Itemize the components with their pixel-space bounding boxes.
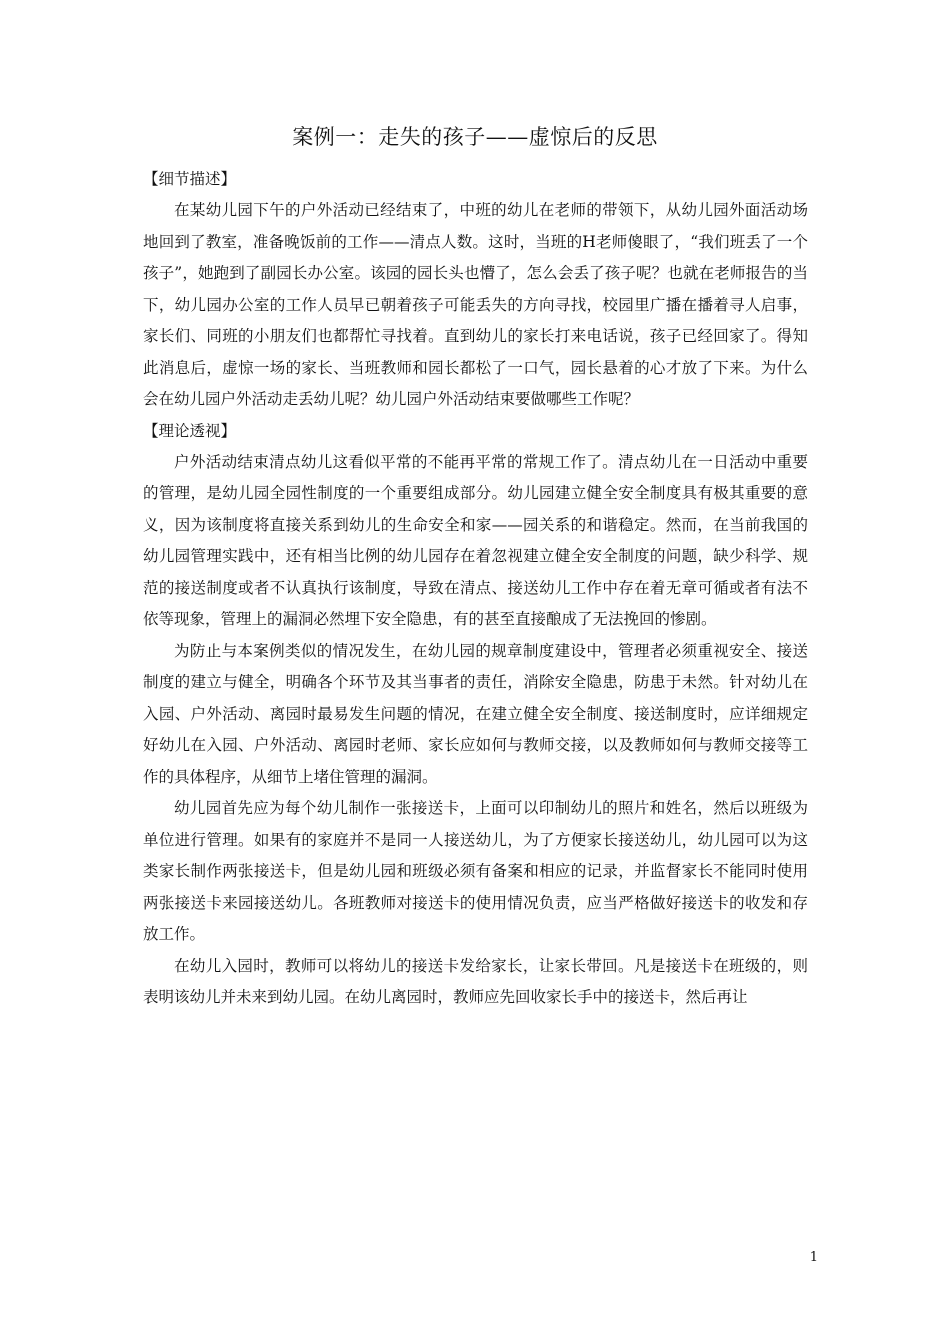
page-number: 1 [809, 1250, 818, 1265]
paragraph-theory-3: 幼儿园首先应为每个幼儿制作一张接送卡，上面可以印制幼儿的照片和姓名，然后以班级为单位进行管理。如果有的家庭并不是同一人接送幼儿，为了方便家长接送幼儿，幼儿园可以为这类家长制作两张接送卡，但是幼儿园和班级必须有备案和相应的记录，并监督家长不能同时使用两张接送卡来园接送幼儿。各班教师对接送卡的使用情况负责，应当严格做好接送卡的收发和存放工作。 [143, 799, 808, 943]
paragraph-theory-1: 户外活动结束清点幼儿这看似平常的不能再平常的常规工作了。清点幼儿在一日活动中重要的管理，是幼儿园全园性制度的一个重要组成部分。幼儿园建立健全安全制度具有极其重要的意义，因为该制度将直接关系到幼儿的生命安全和家——园关系的和谐稳定。然而，在当前我国的幼儿园管理实践中，还有相当比例的幼儿园存在着忽视建立健全安全制度的问题，缺少科学、规范的接送制度或者不认真执行该制度，导致在清点、接送幼儿工作中存在着无章可循或者有法不依等现象，管理上的漏洞必然埋下安全隐患，有的甚至直接酿成了无法挽回的惨剧。 [143, 452, 808, 628]
document-title: 案例一：走失的孩子——虚惊后的反思 [292, 125, 658, 149]
paragraph-details-1: 在某幼儿园下午的户外活动已经结束了，中班的幼儿在老师的带领下，从幼儿园外面活动场地回到了教室，准备晚饭前的工作——清点人数。这时，当班的H老师傻眼了，“我们班丢了一个孩子”，她跑到了副园长办公室。该园的园长头也懵了，怎么会丢了孩子呢？也就在老师报告的当下，幼儿园办公室的工作人员早已朝着孩子可能丢失的方向寻找，校园里广播在播着寻人启事，家长们、同班的小朋友们也都帮忙寻找着。直到幼儿的家长打来电话说，孩子已经回家了。得知此消息后，虚惊一场的家长、当班教师和园长都松了一口气，园长悬着的心才放了下来。为什么会在幼儿园户外活动走丢幼儿呢？幼儿园户外活动结束要做哪些工作呢？ [143, 201, 808, 408]
paragraph-theory-4: 在幼儿入园时，教师可以将幼儿的接送卡发给家长，让家长带回。凡是接送卡在班级的，则表明该幼儿并未来到幼儿园。在幼儿离园时，教师应先回收家长手中的接送卡，然后再让 [143, 956, 808, 1006]
section-heading-theory: 【理论透视】 [143, 421, 237, 440]
paragraph-theory-2: 为防止与本案例类似的情况发生，在幼儿园的规章制度建设中，管理者必须重视安全、接送制度的建立与健全，明确各个环节及其当事者的责任，消除安全隐患，防患于未然。针对幼儿在入园、户外活动、离园时最易发生问题的情况，在建立健全安全制度、接送制度时，应详细规定好幼儿在入园、户外活动、离园时老师、家长应如何与教师交接，以及教师如何与教师交接等工作的具体程序，从细节上堵住管理的漏洞。 [143, 641, 808, 786]
section-heading-details: 【细节描述】 [143, 170, 237, 188]
document-body [143, 164, 808, 1014]
